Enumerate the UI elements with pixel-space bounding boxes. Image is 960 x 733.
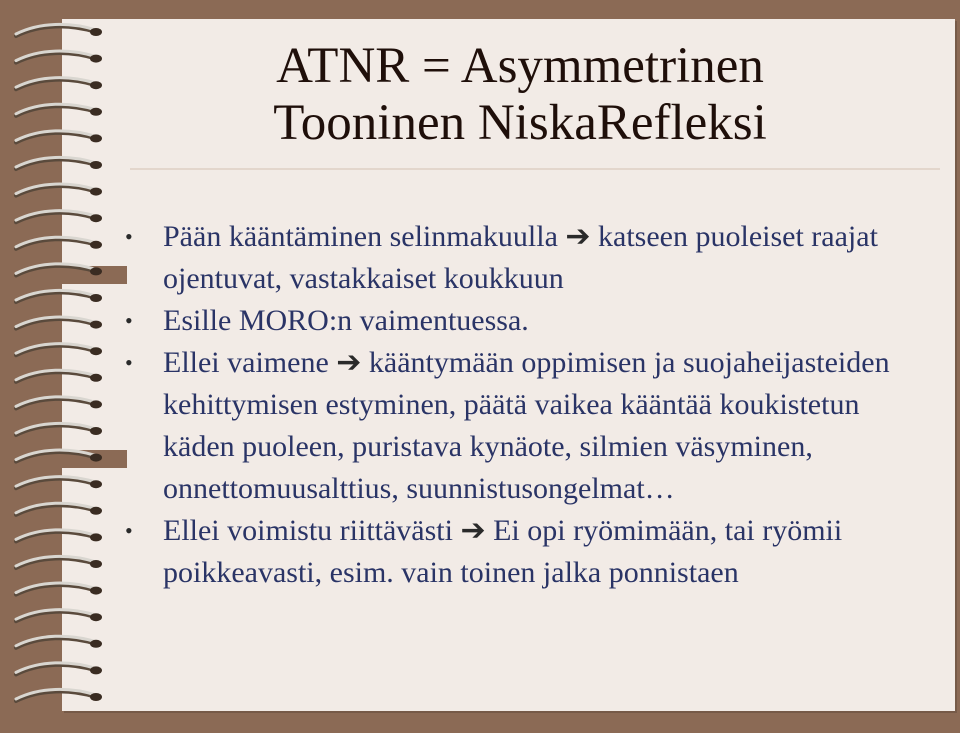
spiral-coil bbox=[16, 78, 102, 90]
spiral-coil bbox=[16, 583, 102, 595]
spiral-coil bbox=[16, 24, 102, 36]
spiral-binding-icon bbox=[0, 0, 110, 733]
spiral-coil bbox=[16, 530, 102, 542]
bullet-dot: • bbox=[125, 350, 133, 375]
spiral-coil bbox=[16, 344, 102, 356]
spiral-coil bbox=[16, 663, 102, 675]
bullet-item bbox=[125, 510, 925, 594]
bullet-dot: • bbox=[125, 308, 133, 333]
spiral-coil bbox=[16, 237, 102, 249]
spiral-coil bbox=[16, 184, 102, 196]
bullet-dot: • bbox=[125, 518, 133, 543]
spiral-coil bbox=[16, 317, 102, 329]
title-line-2: Tooninen NiskaRefleksi bbox=[273, 95, 767, 151]
spiral-coil bbox=[16, 264, 102, 276]
bullet-dot: • bbox=[125, 224, 133, 249]
bullet-item bbox=[125, 342, 925, 510]
bullet-text: Ellei vaimene bbox=[163, 346, 337, 379]
spiral-coil bbox=[16, 104, 102, 116]
spiral-coil bbox=[16, 290, 102, 302]
bullet-text: Esille MORO:n vaimentuessa. bbox=[163, 304, 529, 337]
slide-title bbox=[130, 38, 910, 152]
spiral-coil bbox=[16, 450, 102, 462]
spiral-coil bbox=[16, 610, 102, 622]
spiral-coil bbox=[16, 503, 102, 515]
spiral-coil bbox=[16, 157, 102, 169]
bullet-text: kääntymään oppimisen ja suojaheijasteiden kehittymisen estyminen, päätä vaikea kääntää koukistetun käden puoleen, puristava kynäote, silmien väsyminen, onnettomuusalttius, suunnistusongelmat… bbox=[163, 346, 890, 505]
bullet-list bbox=[125, 216, 925, 594]
spiral-coil bbox=[16, 397, 102, 409]
title-line-1: ATNR = Asymmetrinen bbox=[276, 38, 764, 94]
spiral-coil bbox=[16, 477, 102, 489]
spiral-coil bbox=[16, 211, 102, 223]
spiral-coil bbox=[16, 370, 102, 382]
arrow-right-icon: ➔ bbox=[460, 514, 486, 547]
bullet-text: Ei opi ryömimään, tai ryömii poikkeavasti, esim. vain toinen jalka ponnistaen bbox=[163, 514, 843, 589]
arrow-right-icon: ➔ bbox=[565, 220, 591, 253]
bullet-item bbox=[125, 300, 925, 342]
spiral-coil bbox=[16, 51, 102, 63]
spiral-coil bbox=[16, 423, 102, 435]
bullet-item bbox=[125, 216, 925, 300]
spiral-coil bbox=[16, 131, 102, 143]
bullet-text: Ellei voimistu riittävästi bbox=[163, 514, 461, 547]
spiral-coil bbox=[16, 556, 102, 568]
title-divider bbox=[130, 168, 940, 170]
spiral-coil bbox=[16, 689, 102, 701]
bullet-text: katseen puoleiset raajat ojentuvat, vastakkaiset koukkuun bbox=[163, 220, 878, 295]
bullet-text: Pään kääntäminen selinmakuulla bbox=[163, 220, 566, 253]
spiral-coil bbox=[16, 636, 102, 648]
arrow-right-icon: ➔ bbox=[336, 346, 362, 379]
